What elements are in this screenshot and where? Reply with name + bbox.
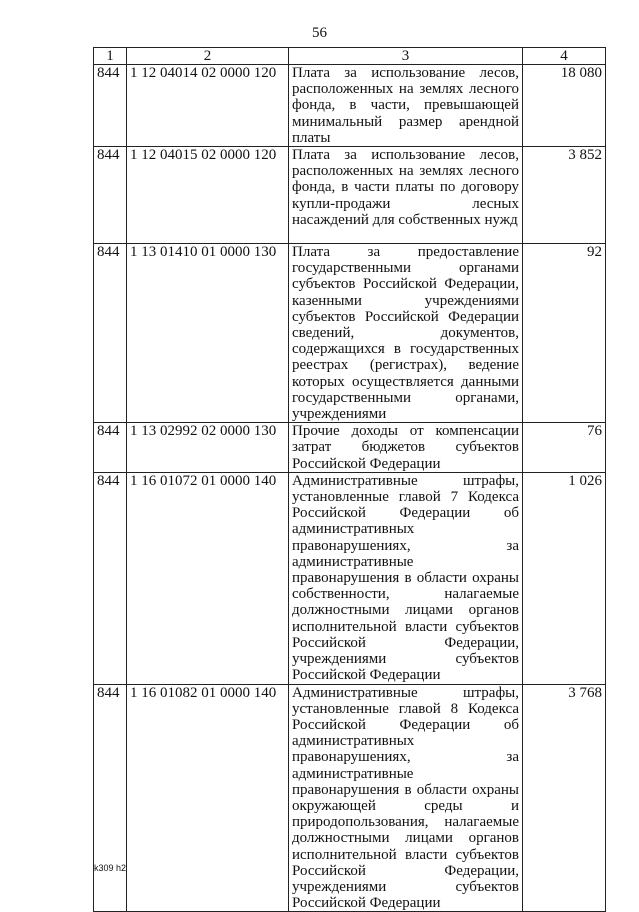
description-cell: Административные штрафы, установленные главой 8 Кодекса Российской Федерации об административных правонарушениях, за административные правонарушения в области охраны окружающей среды и природопользования, налагаемые должностными лицами органов исполнительной власти субъектов Российской Федерации, учреждениями субъектов Российской Федерации [289, 684, 523, 912]
budget-code-cell: 1 12 04015 02 0000 120 [127, 147, 289, 244]
table-header-row [94, 48, 606, 65]
admin-code-cell: 844 [94, 244, 127, 423]
description-cell: Административные штрафы, установленные главой 7 Кодекса Российской Федерации об административных правонарушениях, за административные правонарушения в области охраны собственности, налагаемые должностными лицами органов исполнительной власти субъектов Российской Федерации, учреждениями субъектов Российской Федерации [289, 472, 523, 684]
budget-code-cell: 1 13 01410 01 0000 130 [127, 244, 289, 423]
table-row [94, 65, 606, 147]
column-header-3: 3 [289, 48, 523, 65]
revenue-table [93, 47, 606, 912]
column-header-1: 1 [94, 48, 127, 65]
budget-code-cell: 1 16 01072 01 0000 140 [127, 472, 289, 684]
column-header-2: 2 [127, 48, 289, 65]
table-row [94, 244, 606, 423]
footer-document-code: k309 h2 [94, 863, 127, 873]
amount-cell: 18 080 [523, 65, 606, 147]
amount-cell: 1 026 [523, 472, 606, 684]
admin-code-cell: 844 [94, 684, 127, 912]
budget-code-cell: 1 12 04014 02 0000 120 [127, 65, 289, 147]
description-cell: Плата за предоставление государственными органами субъектов Российской Федерации, казенными учреждениями субъектов Российской Федерации сведений, документов, содержащихся в государственных реестрах (регистрах), ведение которых осуществляется данными государственными органами, учреждениями [289, 244, 523, 423]
admin-code-cell: 844 [94, 65, 127, 147]
description-cell: Прочие доходы от компенсации затрат бюджетов субъектов Российской Федерации [289, 423, 523, 473]
admin-code-cell: 844 [94, 423, 127, 473]
description-cell: Плата за использование лесов, расположенных на землях лесного фонда, в части платы по договору купли-продажи лесных насаждений для собственных нужд [289, 147, 523, 244]
admin-code-cell: 844 [94, 472, 127, 684]
budget-code-cell: 1 13 02992 02 0000 130 [127, 423, 289, 473]
budget-code-cell: 1 16 01082 01 0000 140 [127, 684, 289, 912]
description-cell: Плата за использование лесов, расположенных на землях лесного фонда, в части, превышающей минимальный размер арендной платы [289, 65, 523, 147]
amount-cell: 92 [523, 244, 606, 423]
table-row [94, 423, 606, 473]
table-row [94, 472, 606, 684]
column-header-4: 4 [523, 48, 606, 65]
amount-cell: 76 [523, 423, 606, 473]
admin-code-cell: 844 [94, 147, 127, 244]
table-row [94, 147, 606, 244]
page-number: 56 [312, 25, 327, 41]
table-row [94, 684, 606, 912]
amount-cell: 3 852 [523, 147, 606, 244]
amount-cell: 3 768 [523, 684, 606, 912]
